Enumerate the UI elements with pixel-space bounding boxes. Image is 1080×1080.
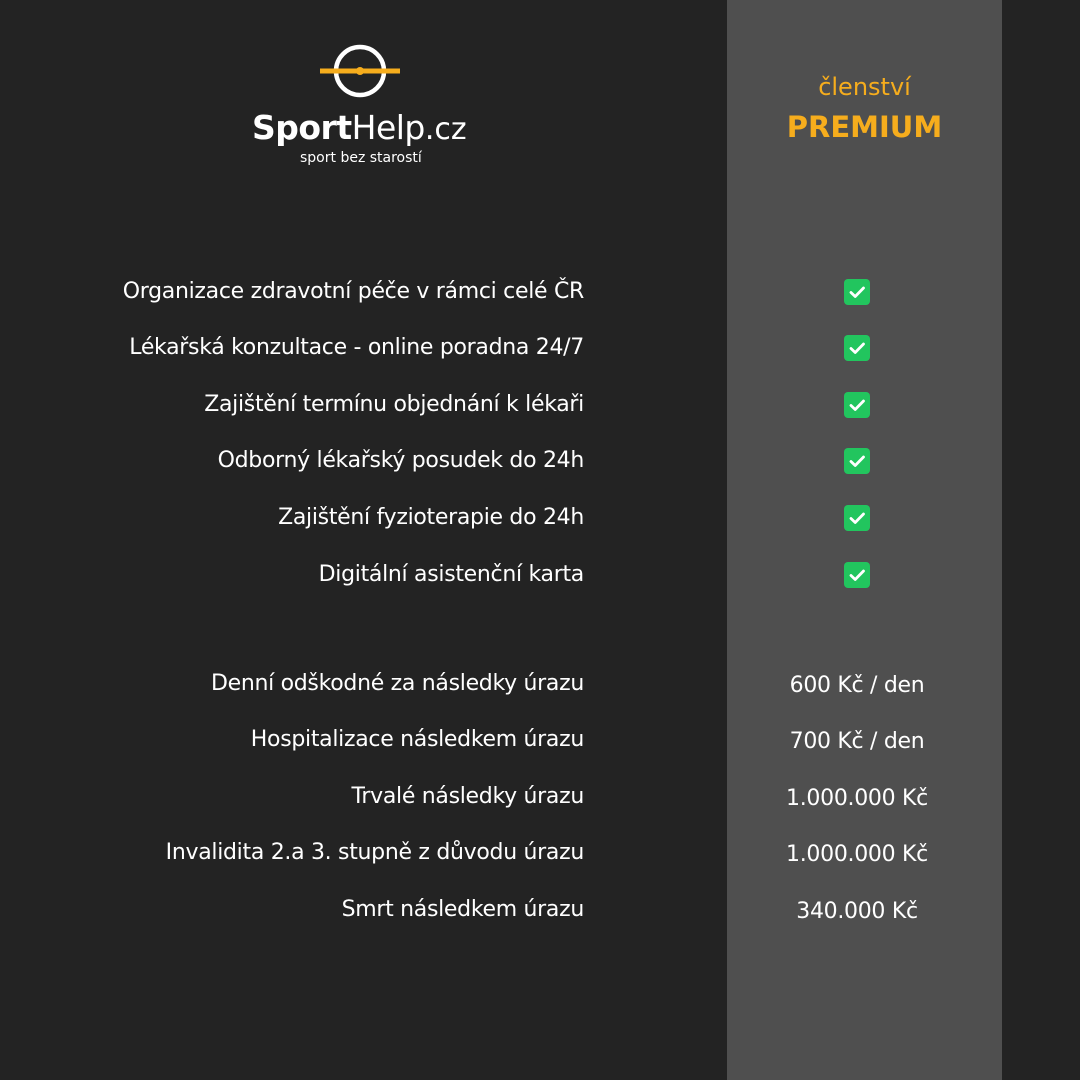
logo-tagline: sport bez starostí <box>300 150 422 166</box>
feature-label: Zajištění fyzioterapie do 24h <box>278 505 584 530</box>
feature-label: Lékařská konzultace - online poradna 24/7 <box>129 335 584 360</box>
logo-name-light: Help <box>351 108 425 147</box>
coverage-label: Hospitalizace následkem úrazu <box>250 727 584 752</box>
coverage-value: 700 Kč / den <box>789 729 925 754</box>
coverage-label: Smrt následkem úrazu <box>341 897 584 922</box>
coverage-row <box>0 890 1080 930</box>
feature-label: Zajištění termínu objednání k lékaři <box>204 392 584 417</box>
check-icon <box>844 448 870 474</box>
feature-row <box>0 328 1080 368</box>
logo-emblem-icon <box>320 40 400 104</box>
feature-label: Digitální asistenční karta <box>318 562 584 587</box>
coverage-row <box>0 833 1080 873</box>
feature-row <box>0 272 1080 312</box>
feature-label: Organizace zdravotní péče v rámci celé ČR <box>122 279 584 304</box>
check-icon <box>844 562 870 588</box>
check-icon <box>844 392 870 418</box>
coverage-value: 1.000.000 Kč <box>786 786 928 811</box>
check-icon <box>844 279 870 305</box>
coverage-value: 600 Kč / den <box>789 673 925 698</box>
sporthelp-logo <box>250 40 480 170</box>
feature-row <box>0 441 1080 481</box>
membership-tier: PREMIUM <box>786 110 943 144</box>
coverage-value: 340.000 Kč <box>796 899 918 924</box>
coverage-label: Denní odškodné za následky úrazu <box>210 671 584 696</box>
logo-name-bold: Sport <box>252 108 352 147</box>
coverage-row <box>0 664 1080 704</box>
check-icon <box>844 505 870 531</box>
feature-row <box>0 385 1080 425</box>
coverage-row <box>0 777 1080 817</box>
coverage-label: Invalidita 2.a 3. stupně z důvodu úrazu <box>165 840 584 865</box>
logo-wordmark <box>252 108 467 150</box>
feature-label: Odborný lékařský posudek do 24h <box>217 448 584 473</box>
feature-row <box>0 498 1080 538</box>
check-icon <box>844 335 870 361</box>
coverage-value: 1.000.000 Kč <box>786 842 928 867</box>
logo-tld: .cz <box>424 112 467 147</box>
feature-row <box>0 555 1080 595</box>
membership-label: členství <box>818 73 911 101</box>
coverage-row <box>0 720 1080 760</box>
membership-header <box>727 72 1002 144</box>
coverage-label: Trvalé následky úrazu <box>351 784 584 809</box>
